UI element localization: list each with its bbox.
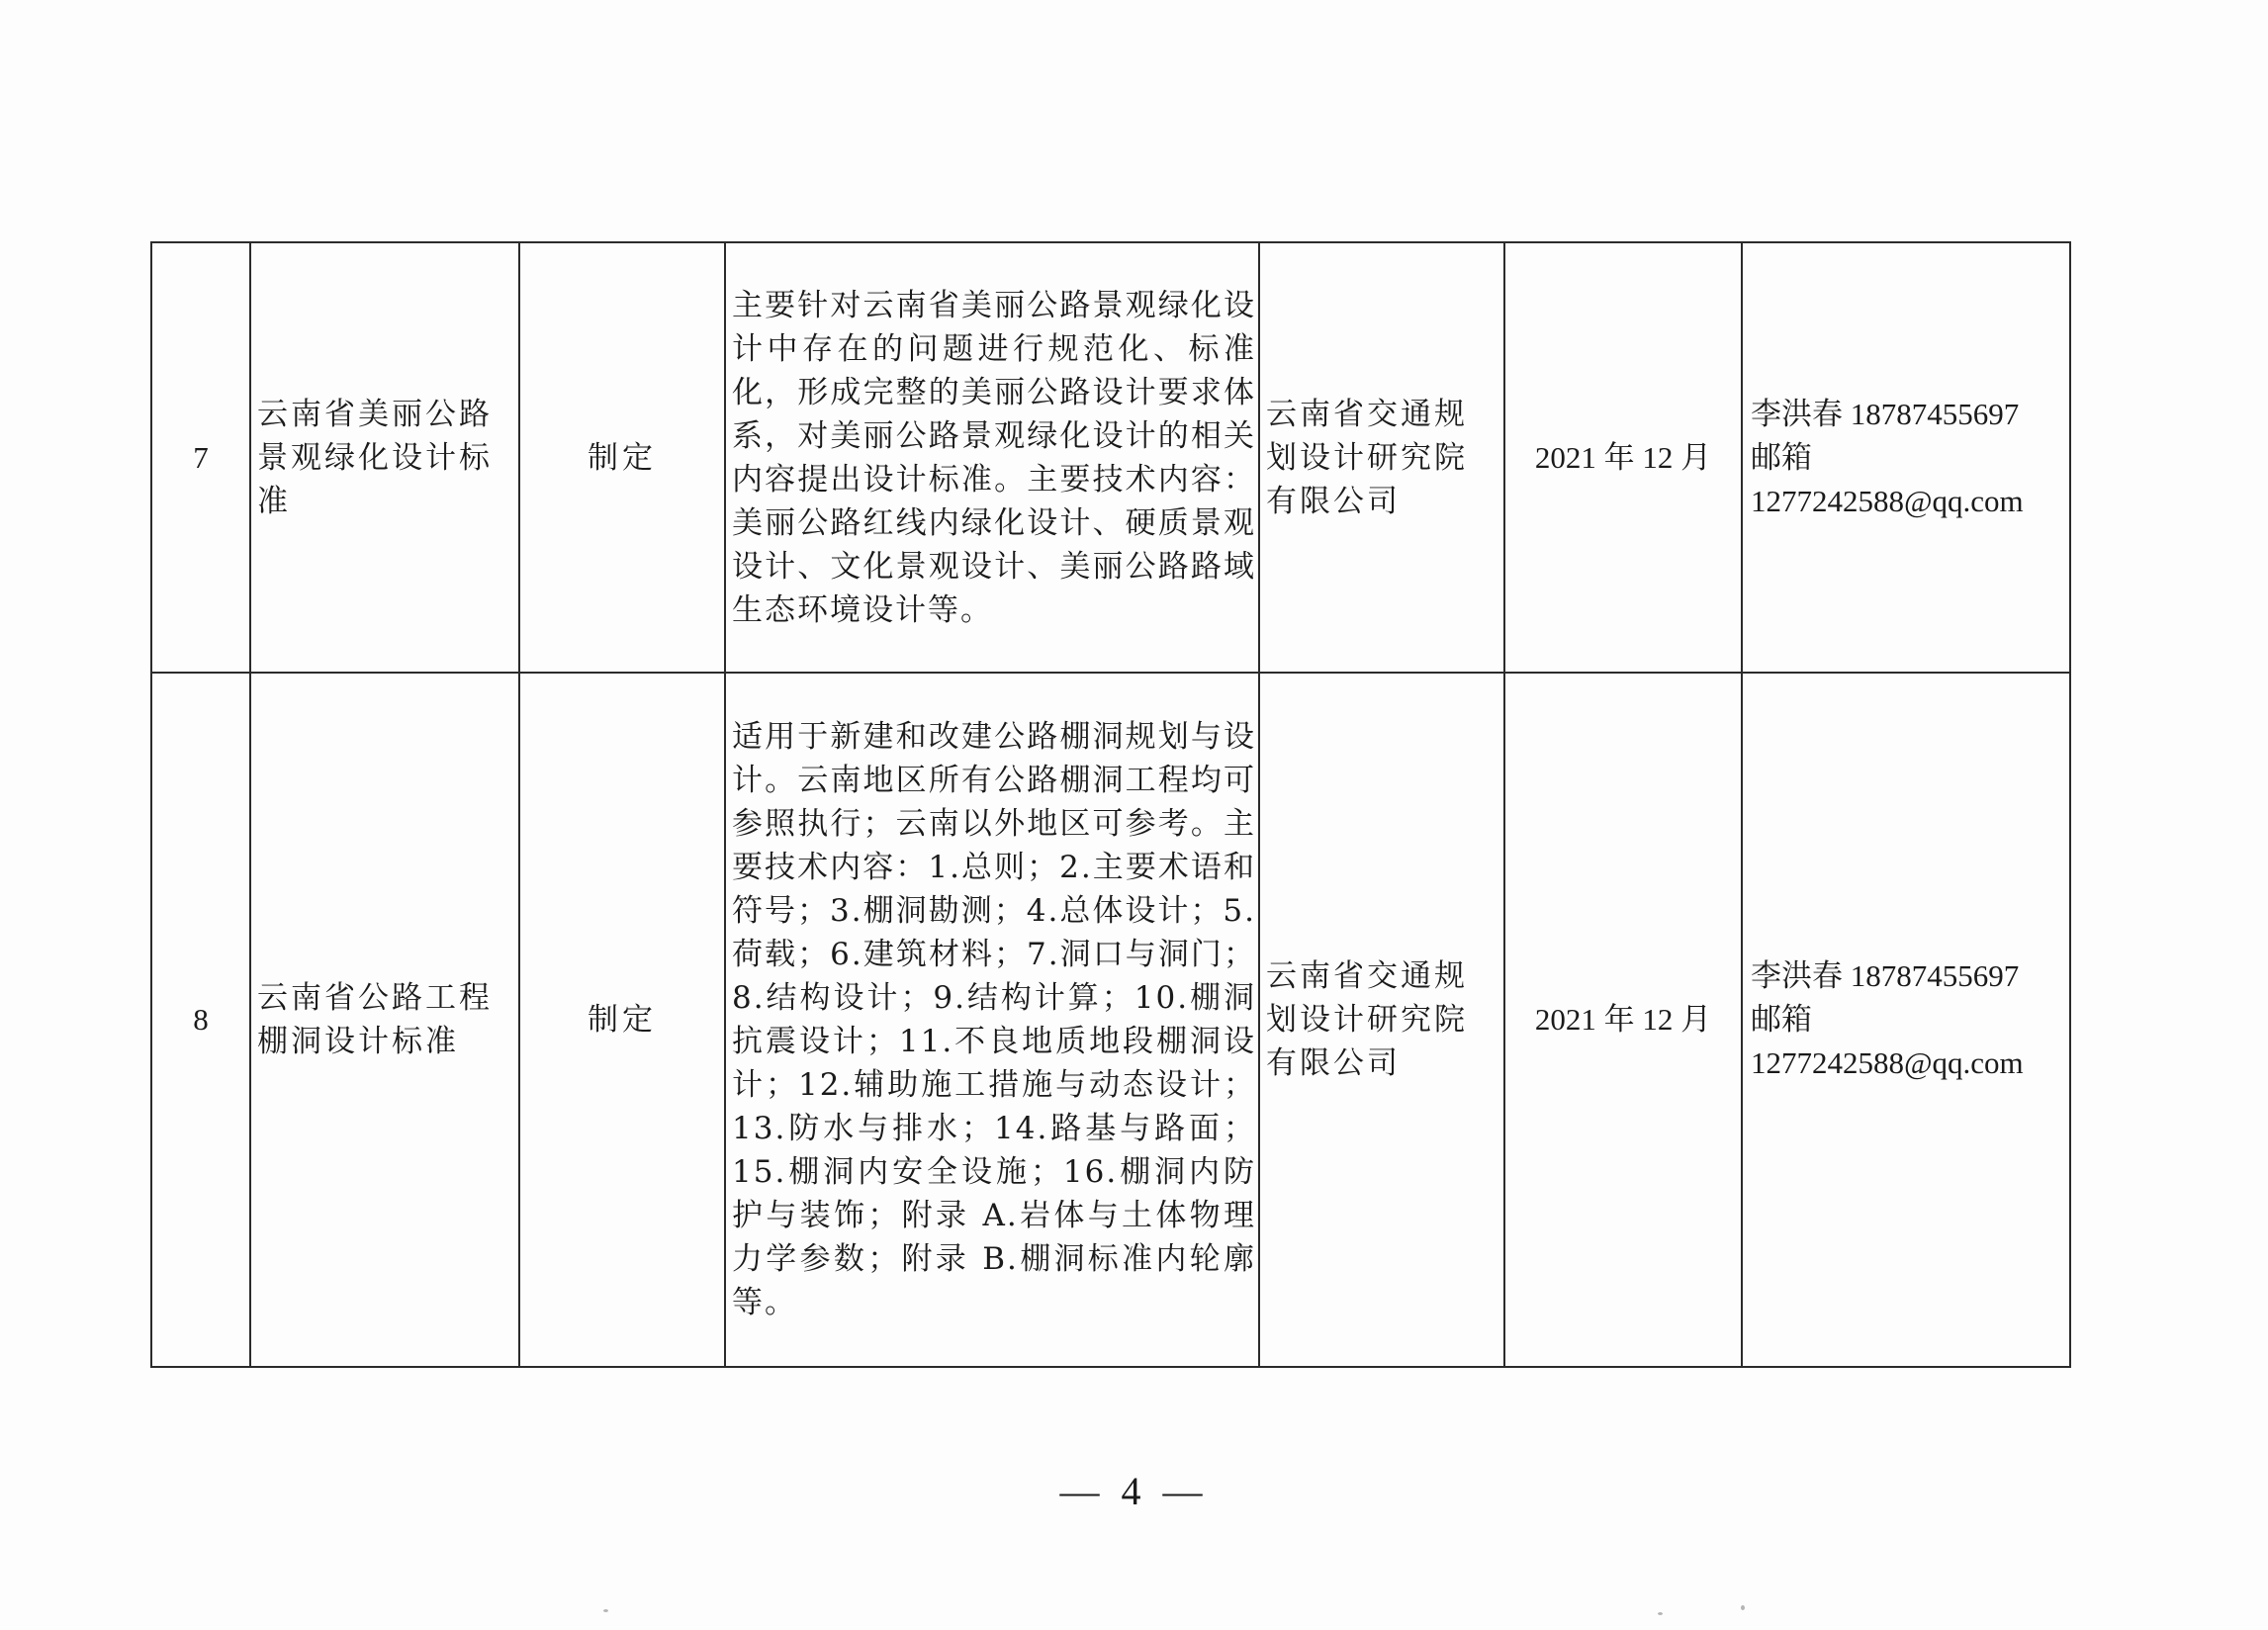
contact-email: 1277242588@qq.com <box>1751 483 2024 518</box>
project-type-cell: 制定 <box>519 242 725 673</box>
table-row <box>151 673 2070 1367</box>
standards-table <box>150 241 2071 1368</box>
standard-name-cell: 云南省美丽公路景观绿化设计标准 <box>250 242 519 673</box>
page-number: — 4 — <box>1059 1469 1209 1513</box>
main-content-text: 主要针对云南省美丽公路景观绿化设计中存在的问题进行规范化、标准化，形成完整的美丽公路设计要求体系，对美丽公路景观绿化设计的相关内容提出设计标准。主要技术内容：美丽公路红线内绿化设计、硬质景观设计、文化景观设计、美丽公路路域生态环境设计等。 <box>732 287 1256 628</box>
contact-email-label: 邮箱 <box>1751 439 1812 475</box>
contact-cell <box>1742 242 2070 673</box>
scan-speck <box>1658 1612 1663 1615</box>
completion-date-cell: 2021 年 12 月 <box>1504 673 1742 1367</box>
organization-cell: 云南省交通规划设计研究院有限公司 <box>1259 673 1504 1367</box>
contact-email: 1277242588@qq.com <box>1751 1045 2024 1080</box>
contact-name-phone: 李洪春 18787455697 <box>1751 958 2020 993</box>
contact-email-label: 邮箱 <box>1751 1002 1812 1037</box>
standard-name-cell: 云南省公路工程棚洞设计标准 <box>250 673 519 1367</box>
table-row <box>151 242 2070 673</box>
scan-speck <box>1741 1605 1745 1610</box>
row-number-cell: 8 <box>151 673 250 1367</box>
project-type-cell: 制定 <box>519 673 725 1367</box>
contact-name-phone: 李洪春 18787455697 <box>1751 396 2020 431</box>
main-content-text: 适用于新建和改建公路棚洞规划与设计。云南地区所有公路棚洞工程均可参照执行；云南以外地区可参考。主要技术内容：1.总则；2.主要术语和符号；3.棚洞勘测；4.总体设计；5.荷载；6.建筑材料；7.洞口与洞门；8.结构设计；9.结构计算；10.棚洞抗震设计；11.不良地质地段棚洞设计；12.辅助施工措施与动态设计；13.防水与排水；14.路基与路面；15.棚洞内安全设施；16.棚洞内防护与装饰；附录 A.岩体与土体物理力学参数；附录 B.棚洞标准内轮廓等。 <box>732 719 1256 1320</box>
main-content-cell <box>725 242 1259 673</box>
main-content-cell <box>725 673 1259 1367</box>
scan-speck <box>603 1609 608 1612</box>
contact-cell <box>1742 673 2070 1367</box>
row-number-cell: 7 <box>151 242 250 673</box>
organization-cell: 云南省交通规划设计研究院有限公司 <box>1259 242 1504 673</box>
completion-date-cell: 2021 年 12 月 <box>1504 242 1742 673</box>
